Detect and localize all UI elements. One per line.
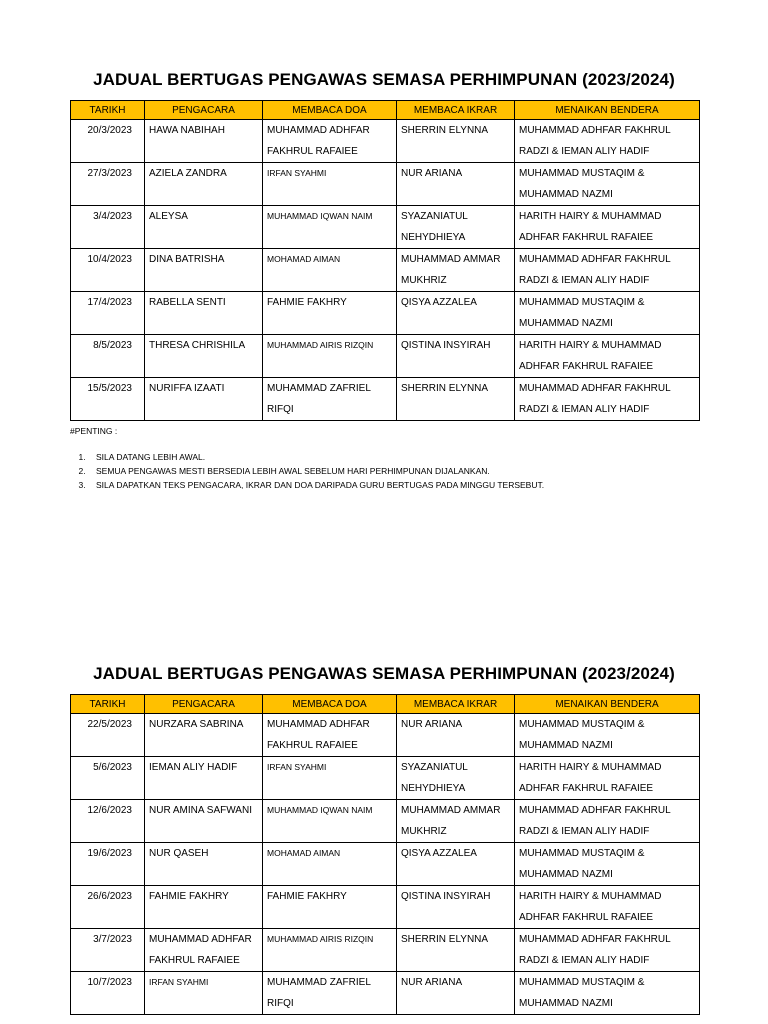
cell-tarikh: 27/3/2023	[71, 163, 145, 206]
duty-table-2	[70, 694, 700, 1015]
cell-ikrar: SHERRIN ELYNNA	[397, 120, 515, 163]
table-row	[71, 292, 700, 335]
cell-tarikh: 3/7/2023	[71, 929, 145, 972]
cell-pengacara: IEMAN ALIY HADIF	[145, 757, 263, 800]
cell-ikrar: NUR ARIANA	[397, 163, 515, 206]
cell-doa: MUHAMMAD ADHFAR FAKHRUL RAFAIEE	[263, 714, 397, 757]
table-row	[71, 714, 700, 757]
cell-doa: IRFAN SYAHMI	[263, 163, 397, 206]
table-row	[71, 929, 700, 972]
cell-doa: MUHAMMAD ADHFAR FAKHRUL RAFAIEE	[263, 120, 397, 163]
cell-pengacara: THRESA CHRISHILA	[145, 335, 263, 378]
cell-doa: MUHAMMAD ZAFRIEL RIFQI	[263, 378, 397, 421]
table-row	[71, 163, 700, 206]
cell-tarikh: 12/6/2023	[71, 800, 145, 843]
header-membaca-ikrar: MEMBACA IKRAR	[397, 101, 515, 120]
notes-list	[70, 450, 710, 492]
cell-pengacara: IRFAN SYAHMI	[145, 972, 263, 1015]
cell-tarikh: 17/4/2023	[71, 292, 145, 335]
cell-doa: MUHAMMAD IQWAN NAIM	[263, 800, 397, 843]
table-row	[71, 378, 700, 421]
cell-ikrar: NUR ARIANA	[397, 714, 515, 757]
cell-pengacara: DINA BATRISHA	[145, 249, 263, 292]
table-header-row	[71, 695, 700, 714]
header-tarikh: TARIKH	[71, 695, 145, 714]
table-row	[71, 843, 700, 886]
table-row	[71, 757, 700, 800]
list-item: 1. SILA DATANG LEBIH AWAL.	[88, 450, 710, 464]
table-row	[71, 886, 700, 929]
cell-bendera: MUHAMMAD ADHFAR FAKHRUL RADZI & IEMAN ALIY HADIF	[515, 120, 700, 163]
duty-table-1-wrapper	[70, 100, 700, 421]
cell-tarikh: 15/5/2023	[71, 378, 145, 421]
cell-pengacara: FAHMIE FAKHRY	[145, 886, 263, 929]
notes-section	[70, 426, 710, 492]
cell-pengacara: NURIFFA IZAATI	[145, 378, 263, 421]
cell-pengacara: HAWA NABIHAH	[145, 120, 263, 163]
header-pengacara: PENGACARA	[145, 101, 263, 120]
table-row	[71, 249, 700, 292]
cell-doa: FAHMIE FAKHRY	[263, 292, 397, 335]
cell-pengacara: AZIELA ZANDRA	[145, 163, 263, 206]
cell-ikrar: SYAZANIATUL NEHYDHIEYA	[397, 206, 515, 249]
cell-ikrar: SHERRIN ELYNNA	[397, 929, 515, 972]
cell-tarikh: 10/7/2023	[71, 972, 145, 1015]
cell-ikrar: QISYA AZZALEA	[397, 843, 515, 886]
cell-bendera: MUHAMMAD MUSTAQIM & MUHAMMAD NAZMI	[515, 843, 700, 886]
header-tarikh: TARIKH	[71, 101, 145, 120]
cell-ikrar: QISTINA INSYIRAH	[397, 335, 515, 378]
list-item: 2. SEMUA PENGAWAS MESTI BERSEDIA LEBIH AWAL SEBELUM HARI PERHIMPUNAN DIJALANKAN.	[88, 464, 710, 478]
cell-doa: FAHMIE FAKHRY	[263, 886, 397, 929]
cell-doa: MUHAMMAD ZAFRIEL RIFQI	[263, 972, 397, 1015]
duty-table-2-wrapper	[70, 694, 700, 1015]
cell-doa: IRFAN SYAHMI	[263, 757, 397, 800]
table-row	[71, 120, 700, 163]
cell-pengacara: NUR QASEH	[145, 843, 263, 886]
cell-ikrar: QISTINA INSYIRAH	[397, 886, 515, 929]
table-row	[71, 335, 700, 378]
cell-doa: MOHAMAD AIMAN	[263, 843, 397, 886]
cell-doa: MOHAMAD AIMAN	[263, 249, 397, 292]
cell-ikrar: MUHAMMAD AMMAR MUKHRIZ	[397, 249, 515, 292]
cell-bendera: MUHAMMAD MUSTAQIM & MUHAMMAD NAZMI	[515, 714, 700, 757]
cell-bendera: MUHAMMAD MUSTAQIM & MUHAMMAD NAZMI	[515, 972, 700, 1015]
cell-bendera: MUHAMMAD ADHFAR FAKHRUL RADZI & IEMAN ALIY HADIF	[515, 249, 700, 292]
page-title-2: JADUAL BERTUGAS PENGAWAS SEMASA PERHIMPUNAN (2023/2024)	[93, 664, 675, 683]
cell-tarikh: 3/4/2023	[71, 206, 145, 249]
cell-tarikh: 22/5/2023	[71, 714, 145, 757]
cell-bendera: MUHAMMAD ADHFAR FAKHRUL RADZI & IEMAN ALIY HADIF	[515, 378, 700, 421]
table-row	[71, 800, 700, 843]
list-item: 3. SILA DAPATKAN TEKS PENGACARA, IKRAR DAN DOA DARIPADA GURU BERTUGAS PADA MINGGU TERSEBUT.	[88, 478, 710, 492]
table-row	[71, 206, 700, 249]
cell-tarikh: 8/5/2023	[71, 335, 145, 378]
cell-doa: MUHAMMAD IQWAN NAIM	[263, 206, 397, 249]
page-title-1: JADUAL BERTUGAS PENGAWAS SEMASA PERHIMPUNAN (2023/2024)	[93, 70, 675, 89]
header-pengacara: PENGACARA	[145, 695, 263, 714]
cell-bendera: MUHAMMAD ADHFAR FAKHRUL RADZI & IEMAN ALIY HADIF	[515, 800, 700, 843]
table-header-row	[71, 101, 700, 120]
cell-bendera: MUHAMMAD MUSTAQIM & MUHAMMAD NAZMI	[515, 163, 700, 206]
cell-tarikh: 10/4/2023	[71, 249, 145, 292]
cell-bendera: MUHAMMAD ADHFAR FAKHRUL RADZI & IEMAN ALIY HADIF	[515, 929, 700, 972]
header-menaikan-bendera: MENAIKAN BENDERA	[515, 695, 700, 714]
cell-ikrar: MUHAMMAD AMMAR MUKHRIZ	[397, 800, 515, 843]
cell-bendera: HARITH HAIRY & MUHAMMAD ADHFAR FAKHRUL RAFAIEE	[515, 206, 700, 249]
cell-pengacara: NUR AMINA SAFWANI	[145, 800, 263, 843]
cell-bendera: MUHAMMAD MUSTAQIM & MUHAMMAD NAZMI	[515, 292, 700, 335]
header-menaikan-bendera: MENAIKAN BENDERA	[515, 101, 700, 120]
cell-doa: MUHAMMAD AIRIS RIZQIN	[263, 929, 397, 972]
cell-bendera: HARITH HAIRY & MUHAMMAD ADHFAR FAKHRUL RAFAIEE	[515, 757, 700, 800]
duty-table-1	[70, 100, 700, 421]
cell-tarikh: 20/3/2023	[71, 120, 145, 163]
cell-pengacara: ALEYSA	[145, 206, 263, 249]
notes-heading: #PENTING :	[70, 426, 118, 436]
cell-tarikh: 26/6/2023	[71, 886, 145, 929]
header-membaca-doa: MEMBACA DOA	[263, 695, 397, 714]
cell-tarikh: 5/6/2023	[71, 757, 145, 800]
table-row	[71, 972, 700, 1015]
cell-ikrar: SYAZANIATUL NEHYDHIEYA	[397, 757, 515, 800]
cell-bendera: HARITH HAIRY & MUHAMMAD ADHFAR FAKHRUL RAFAIEE	[515, 886, 700, 929]
cell-pengacara: NURZARA SABRINA	[145, 714, 263, 757]
cell-ikrar: SHERRIN ELYNNA	[397, 378, 515, 421]
cell-pengacara: RABELLA SENTI	[145, 292, 263, 335]
header-membaca-ikrar: MEMBACA IKRAR	[397, 695, 515, 714]
cell-bendera: HARITH HAIRY & MUHAMMAD ADHFAR FAKHRUL RAFAIEE	[515, 335, 700, 378]
cell-doa: MUHAMMAD AIRIS RIZQIN	[263, 335, 397, 378]
cell-ikrar: NUR ARIANA	[397, 972, 515, 1015]
header-membaca-doa: MEMBACA DOA	[263, 101, 397, 120]
cell-pengacara: MUHAMMAD ADHFAR FAKHRUL RAFAIEE	[145, 929, 263, 972]
cell-ikrar: QISYA AZZALEA	[397, 292, 515, 335]
cell-tarikh: 19/6/2023	[71, 843, 145, 886]
